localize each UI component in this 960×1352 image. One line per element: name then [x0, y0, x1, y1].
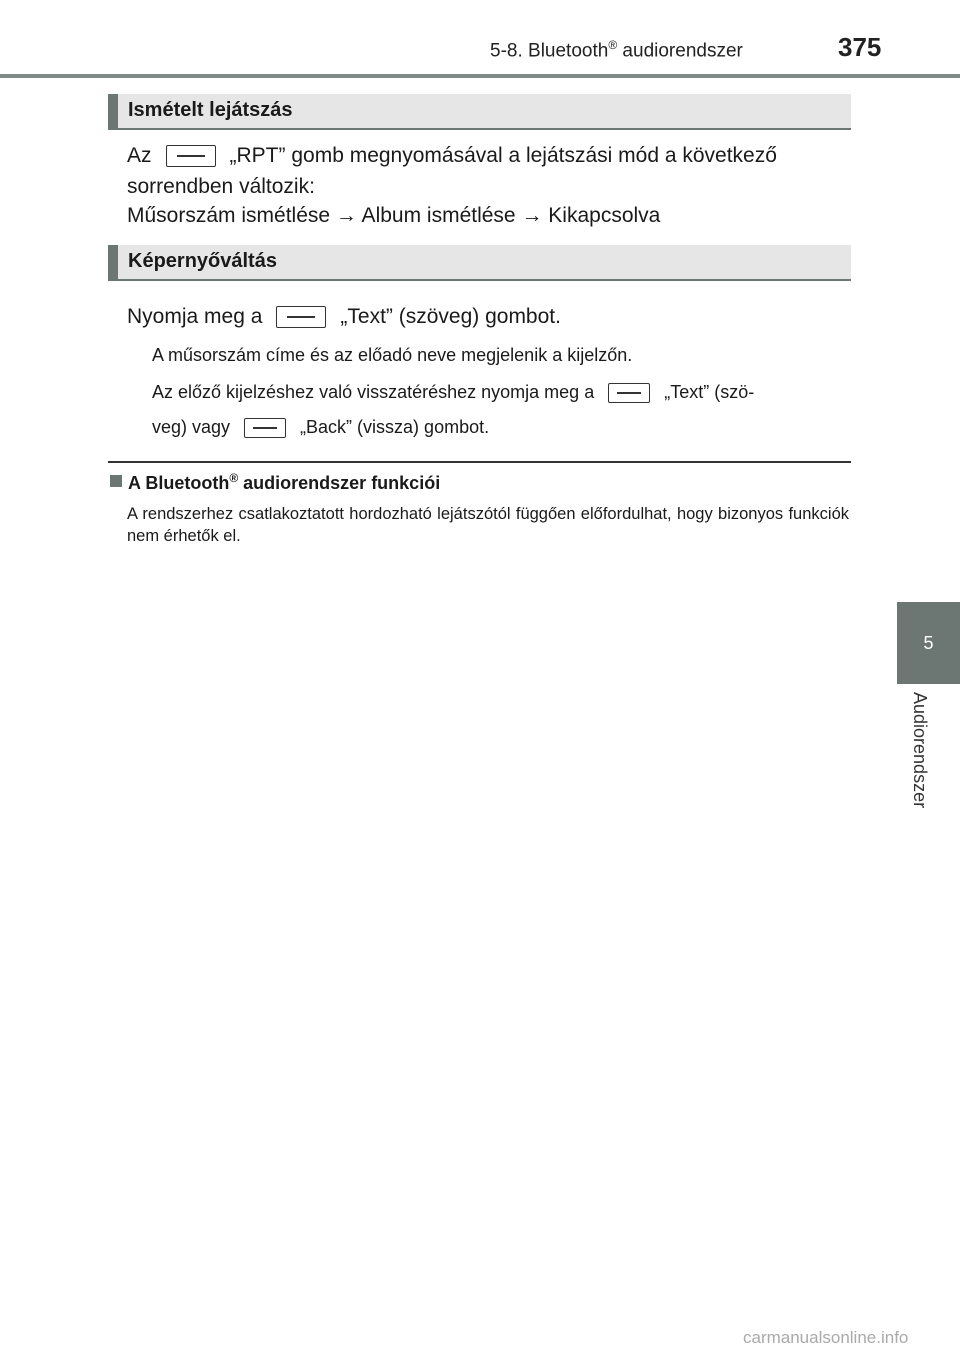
- repeat-mode-sequence: Műsorszám ismétlése → Album ismétlése → Kikapcsolva: [127, 204, 661, 227]
- header-title-suffix: audiorendszer: [617, 40, 743, 62]
- watermark: carmanualsonline.info: [743, 1328, 909, 1347]
- repeat-instruction-line2: sorrendben változik:: [127, 175, 315, 198]
- return-line1-prefix: Az előző kijelzéshez való visszatéréshez nyomja meg a: [152, 382, 595, 402]
- screen-switch-return-line1: [152, 382, 754, 403]
- screen-line1-suffix: „Text” (szöveg) gombot.: [340, 305, 561, 328]
- repeat-instruction-line1: [127, 144, 777, 168]
- chapter-tab: 5: [897, 602, 960, 684]
- section-heading-screen-switch: Képernyőváltás: [108, 245, 851, 281]
- square-bullet-icon: [110, 475, 122, 487]
- registered-mark-note: ®: [229, 471, 239, 485]
- note-heading-text: A Bluetooth: [128, 473, 230, 493]
- screen-switch-instruction: [127, 305, 561, 329]
- rpt-button-icon: [166, 145, 216, 167]
- header-title-text: 5-8. Bluetooth: [490, 40, 609, 62]
- header-rule: [0, 74, 960, 78]
- chapter-label: Audiorendszer: [910, 692, 930, 809]
- text-button-icon-small: [608, 383, 650, 403]
- screen-line1-prefix: Nyomja meg a: [127, 305, 263, 328]
- note-body: A rendszerhez csatlakoztatott hordozható lejátszótól függően előfordulhat, hogy bizonyos funkciók nem érhetők el.: [127, 505, 849, 545]
- section-heading-repeat: Ismételt lejátszás: [108, 94, 851, 130]
- note-heading-suffix: audiorendszer funkciói: [238, 473, 441, 493]
- page-number: 375: [838, 32, 882, 62]
- note-divider: [108, 461, 851, 463]
- return-line1-suffix: „Text” (szö-: [664, 382, 755, 402]
- repeat-line1-suffix: „RPT” gomb megnyomásával a lejátszási mód a következő: [229, 144, 777, 167]
- text-button-icon: [276, 306, 326, 328]
- back-button-icon: [244, 418, 286, 438]
- screen-switch-info: A műsorszám címe és az előadó neve megjelenik a kijelzőn.: [152, 345, 633, 365]
- return-line2-prefix: veg) vagy: [152, 417, 231, 437]
- screen-switch-return-line2: [152, 417, 489, 438]
- note-heading: [110, 471, 440, 494]
- return-line2-suffix: „Back” (vissza) gombot.: [300, 417, 490, 437]
- page-header-title: [490, 38, 743, 62]
- registered-mark: ®: [608, 38, 618, 52]
- repeat-line1-prefix: Az: [127, 144, 152, 167]
